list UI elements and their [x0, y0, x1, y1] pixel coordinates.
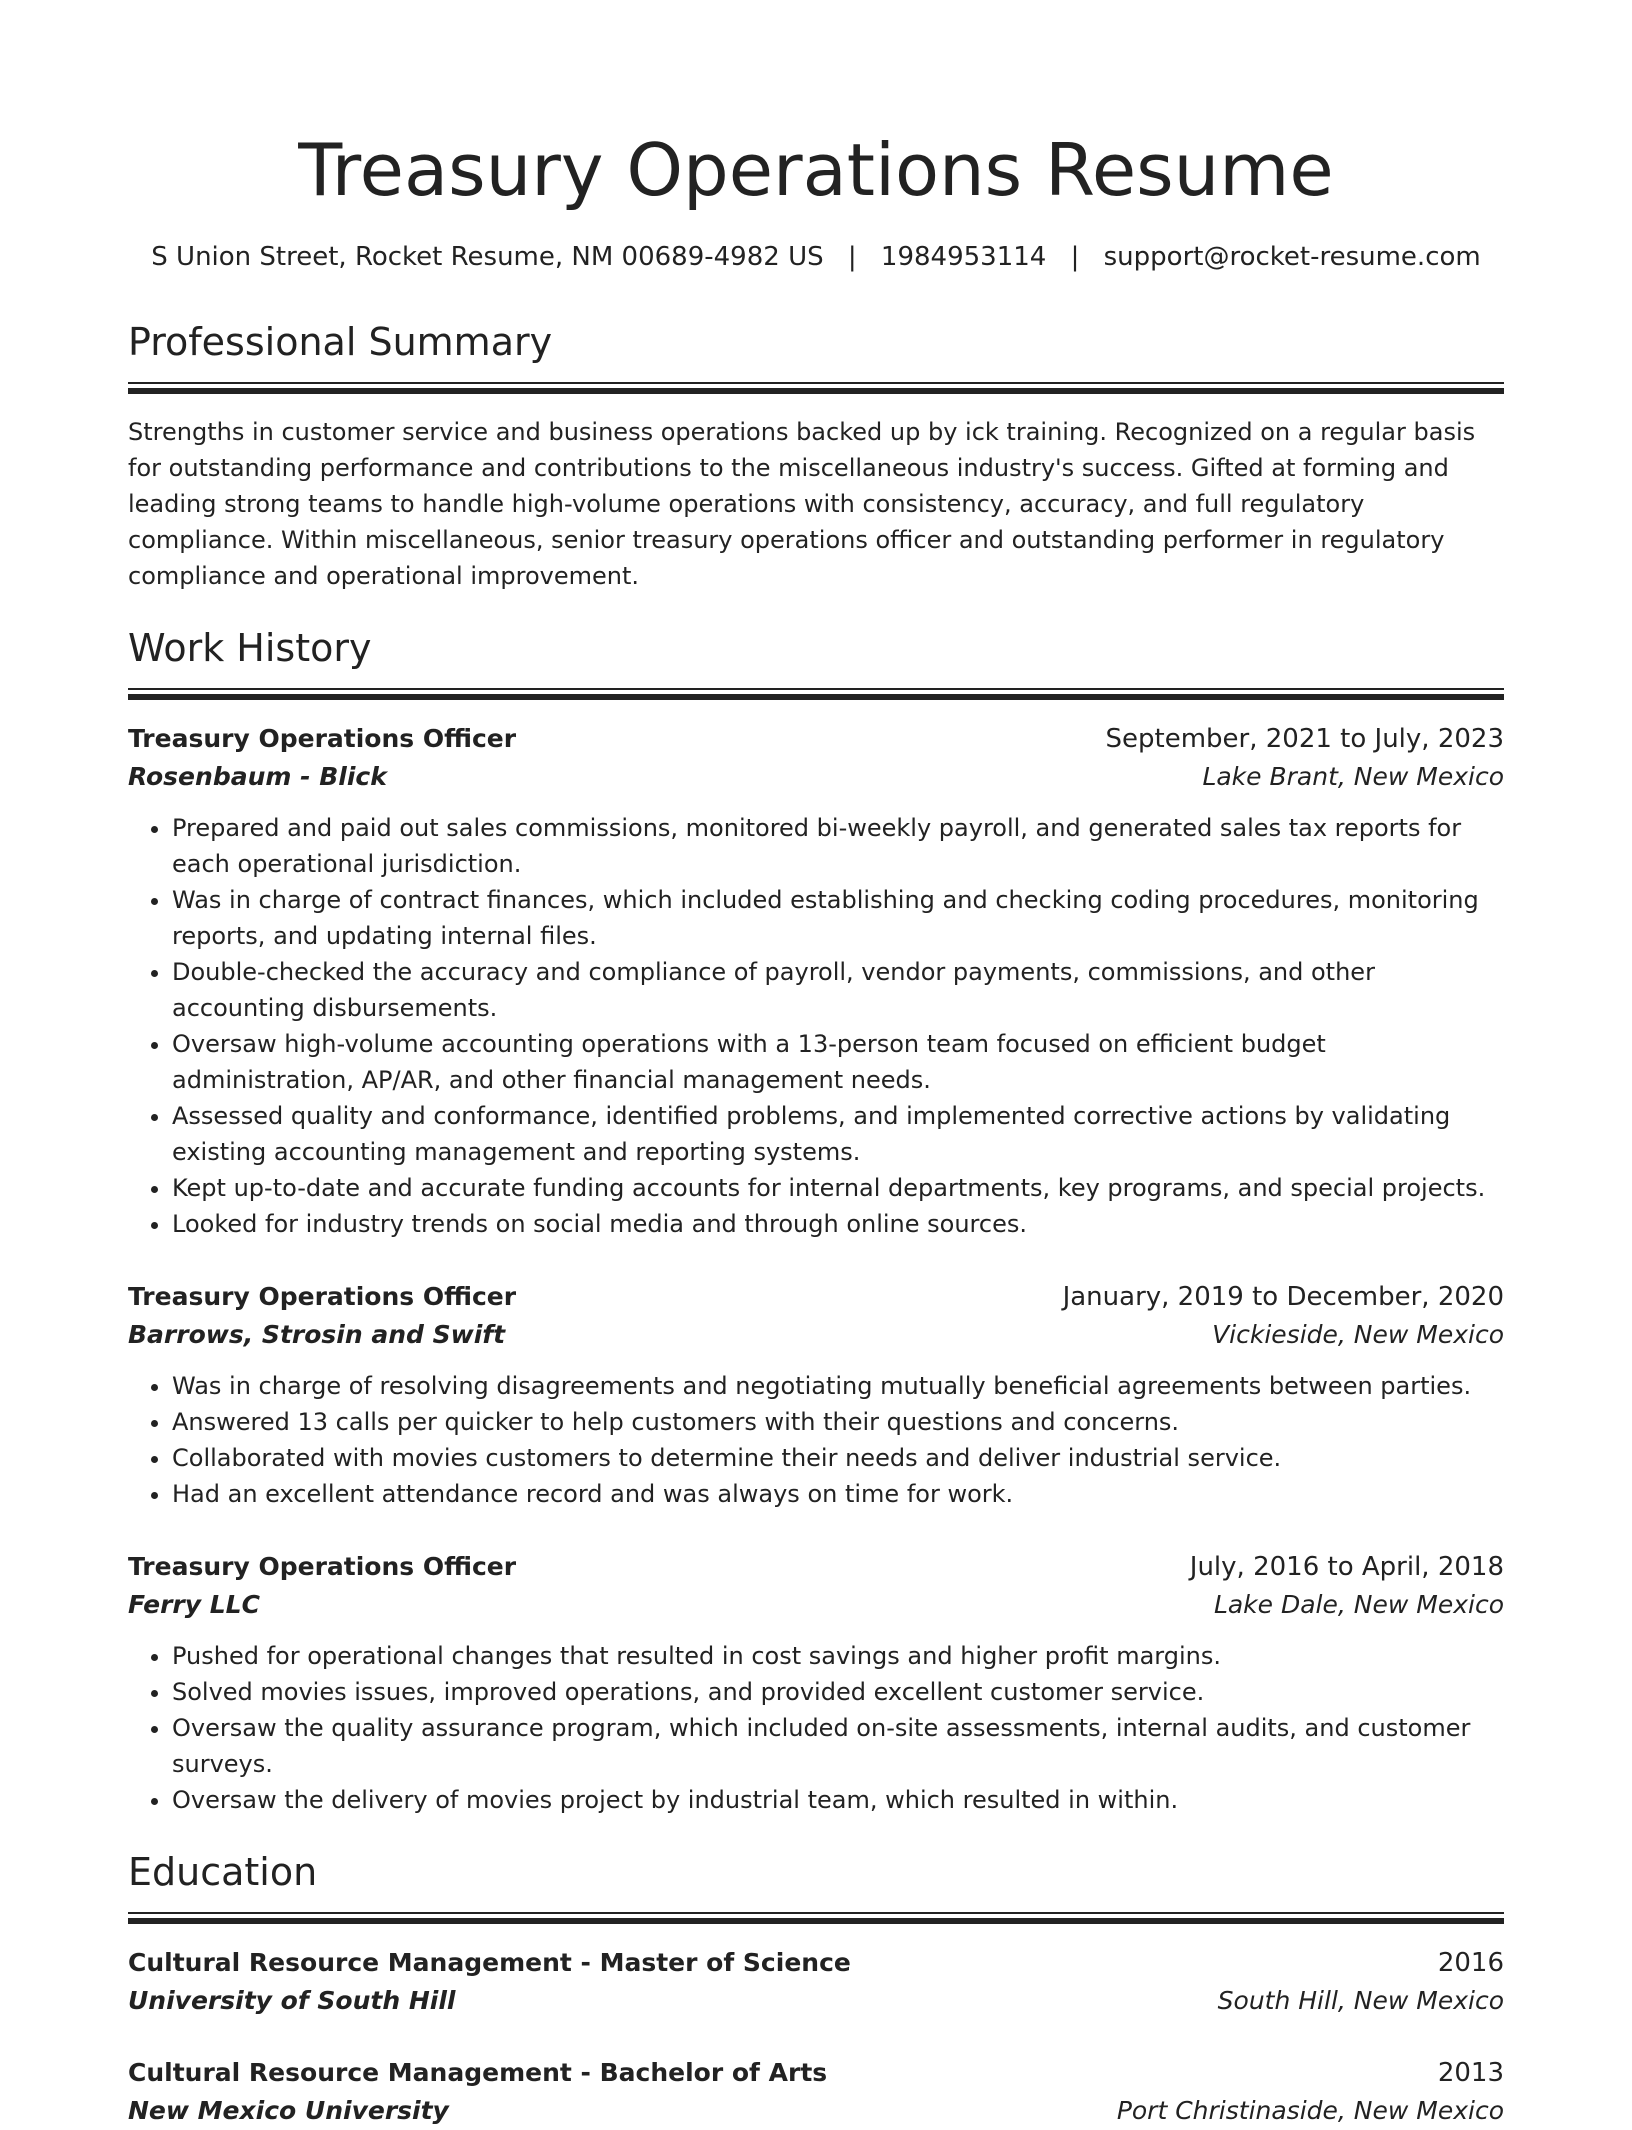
education-degree: Cultural Resource Management - Master of Science: [128, 1948, 851, 1977]
job-location: Lake Brant, New Mexico: [1202, 762, 1504, 791]
summary-heading: Professional Summary: [128, 320, 553, 364]
job-entry: [128, 720, 1504, 1242]
list-item: • Oversaw high-volume accounting operations with a 13-person team focused on efficient budget administration, AP/AR, and other financial management needs.: [172, 1026, 1504, 1098]
list-item: • Collaborated with movies customers to determine their needs and deliver industrial service.: [172, 1440, 1504, 1476]
education-heading: Education: [128, 1850, 318, 1894]
list-item: • Had an excellent attendance record and was always on time for work.: [172, 1476, 1504, 1512]
list-item: • Solved movies issues, improved operations, and provided excellent customer service.: [172, 1674, 1504, 1710]
education-school: University of South Hill: [128, 1986, 456, 2015]
work-history-heading: Work History: [128, 626, 372, 670]
list-item: • Was in charge of resolving disagreements and negotiating mutually beneficial agreements between parties.: [172, 1368, 1504, 1404]
job-dates: September, 2021 to July, 2023: [1105, 724, 1504, 754]
list-item: • Oversaw the delivery of movies project by industrial team, which resulted in within.: [172, 1782, 1504, 1818]
education-location: South Hill, New Mexico: [1217, 1986, 1504, 2015]
contact-address: S Union Street, Rocket Resume, NM 00689-4982 US: [151, 242, 824, 272]
list-item: • Oversaw the quality assurance program, which included on-site assessments, internal audits, and customer surveys.: [172, 1710, 1504, 1782]
resume-title: Treasury Operations Resume: [298, 128, 1334, 212]
work-history-section: [128, 624, 1504, 1818]
education-section: [128, 1848, 1504, 2130]
contact-phone: 1984953114: [880, 242, 1047, 272]
contact-separator: |: [1070, 242, 1080, 272]
job-dates: July, 2016 to April, 2018: [1189, 1552, 1504, 1582]
list-item: • Looked for industry trends on social media and through online sources.: [172, 1206, 1504, 1242]
job-company: Barrows, Strosin and Swift: [128, 1320, 506, 1349]
job-title: Treasury Operations Officer: [128, 724, 517, 753]
job-bullets: [128, 1638, 1504, 1818]
job-location: Vickieside, New Mexico: [1212, 1320, 1504, 1349]
list-item: • Kept up-to-date and accurate funding accounts for internal departments, key programs, and special projects.: [172, 1170, 1504, 1206]
job-title: Treasury Operations Officer: [128, 1552, 517, 1581]
list-item: • Was in charge of contract finances, which included establishing and checking coding procedures, monitoring reports, and updating internal files.: [172, 882, 1504, 954]
education-entry: [128, 2054, 1504, 2130]
list-item: • Double-checked the accuracy and compliance of payroll, vendor payments, commissions, and other accounting disbursements.: [172, 954, 1504, 1026]
job-title: Treasury Operations Officer: [128, 1282, 517, 1311]
job-company: Ferry LLC: [128, 1590, 260, 1619]
education-location: Port Christinaside, New Mexico: [1116, 2096, 1504, 2125]
summary-text: Strengths in customer service and business operations backed up by ick training. Recognized on a regular basis for outstanding performance and contributions to the miscellaneous industry's success. Gifted at forming and leading strong teams to handle high-volume operations with consistency, accuracy, and full regulatory compliance. Within miscellaneous, senior treasury operations officer and outstanding performer in regulatory compliance and operational improvement.: [128, 418, 1476, 590]
job-company: Rosenbaum - Blick: [128, 762, 387, 791]
job-bullets: [128, 1368, 1504, 1512]
education-degree: Cultural Resource Management - Bachelor of Arts: [128, 2058, 828, 2087]
contact-line: [128, 240, 1504, 274]
contact-separator: |: [847, 242, 857, 272]
section-divider: [128, 382, 1504, 394]
section-divider: [128, 1912, 1504, 1924]
summary-section: [128, 318, 1504, 594]
list-item: • Prepared and paid out sales commissions, monitored bi-weekly payroll, and generated sales tax reports for each operational jurisdiction.: [172, 810, 1504, 882]
contact-email: support@rocket-resume.com: [1103, 242, 1481, 272]
job-location: Lake Dale, New Mexico: [1213, 1590, 1504, 1619]
list-item: • Pushed for operational changes that resulted in cost savings and higher profit margins.: [172, 1638, 1504, 1674]
job-entry: [128, 1548, 1504, 1818]
education-entry: [128, 1944, 1504, 2020]
resume-page: [128, 0, 1504, 2130]
section-divider: [128, 688, 1504, 700]
job-dates: January, 2019 to December, 2020: [1062, 1282, 1504, 1312]
job-bullets: [128, 810, 1504, 1242]
list-item: • Assessed quality and conformance, identified problems, and implemented corrective actions by validating existing accounting management and reporting systems.: [172, 1098, 1504, 1170]
list-item: • Answered 13 calls per quicker to help customers with their questions and concerns.: [172, 1404, 1504, 1440]
education-school: New Mexico University: [128, 2096, 449, 2125]
job-entry: [128, 1278, 1504, 1512]
education-year: 2013: [1437, 2058, 1504, 2088]
education-year: 2016: [1437, 1948, 1504, 1978]
